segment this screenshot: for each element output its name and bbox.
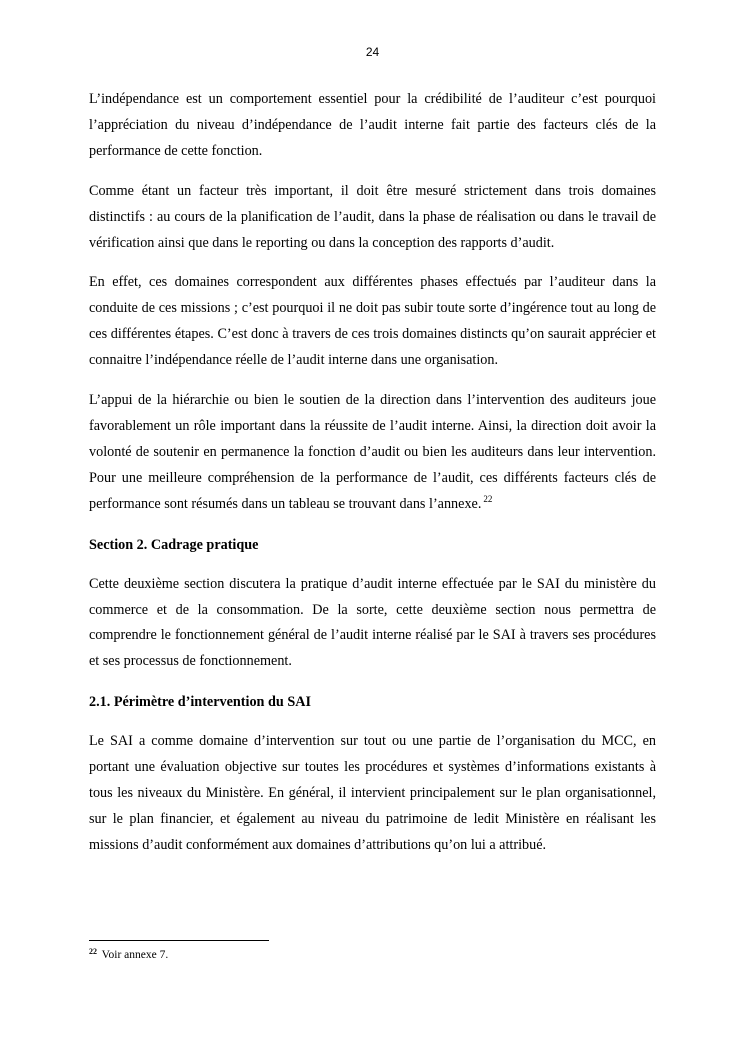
paragraph-hierarchy-text: L’appui de la hiérarchie ou bien le soutien de la direction dans l’intervention des auditeurs joue favorablement un rôle important dans la réussite de l’audit interne. Ainsi, la direction doit avoir la volonté de soutenir en permanence la fonction d’audit ou bien les auditeurs dans leur intervention. Pour une meilleure compréhension de la performance de l’audit, ces différents facteurs clés de performance sont résumés dans un tableau se trouvant dans l’annexe.: [89, 392, 656, 512]
paragraph-section-intro: Cette deuxième section discutera la pratique d’audit interne effectuée par le SAI du ministère du commerce et de la consommation. De la sorte, cette deuxième section nous permettra de comprendre le fonctionnement général de l’audit interne réalisé par le SAI à travers ses procédures et ses processus de fonctionnement.: [89, 575, 656, 670]
footnote-separator: [89, 940, 269, 941]
footnote-reference[interactable]: 22: [483, 493, 493, 504]
paragraph-independence: L’indépendance est un comportement essentiel pour la crédibilité de l’auditeur c’est pourquoi l’appréciation du niveau d’indépendance de l’audit interne fait partie des facteurs clés de la performance de cette fonction.: [89, 91, 656, 159]
footnote-text: Voir annexe 7.: [101, 949, 169, 961]
footnote: [89, 948, 168, 963]
paragraph-hierarchy-support: [89, 388, 656, 518]
footnote-number: 22: [89, 947, 97, 956]
body-text: [89, 87, 656, 873]
paragraph-phases: En effet, ces domaines correspondent aux différentes phases effectués par l’auditeur dans la conduite de ces missions ; c’est pourquoi il ne doit pas subir toute sorte d’ingérence tout au long de ces différentes étapes. C’est donc à travers de ces trois domaines distincts qu’on saurait apprécier et connaitre l’indépendance réelle de l’audit interne dans une organisation.: [89, 274, 656, 369]
paragraph-domains: Comme étant un facteur très important, il doit être mesuré strictement dans trois domaines distinctifs : au cours de la planification de l’audit, dans la phase de réalisation ou dans le travail de vérification ainsi que dans le reporting ou dans la conception des rapports d’audit.: [89, 182, 656, 251]
subsection-heading: 2.1. Périmètre d’intervention du SAI: [89, 694, 311, 711]
paragraph-sai-scope: Le SAI a comme domaine d’intervention sur tout ou une partie de l’organisation du MCC, en portant une évaluation objective sur toutes les procédures et systèmes d’informations existants à tous les niveaux du Ministère. En général, il intervient principalement sur le plan organisationnel, sur le plan financier, et également au niveau du patrimoine de ledit Ministère en réalisant les missions d’audit conformément aux domaines d’attributions qu’on lui a attribué.: [89, 733, 656, 853]
page-number: 24: [365, 45, 380, 59]
section-heading: Section 2. Cadrage pratique: [89, 536, 259, 553]
